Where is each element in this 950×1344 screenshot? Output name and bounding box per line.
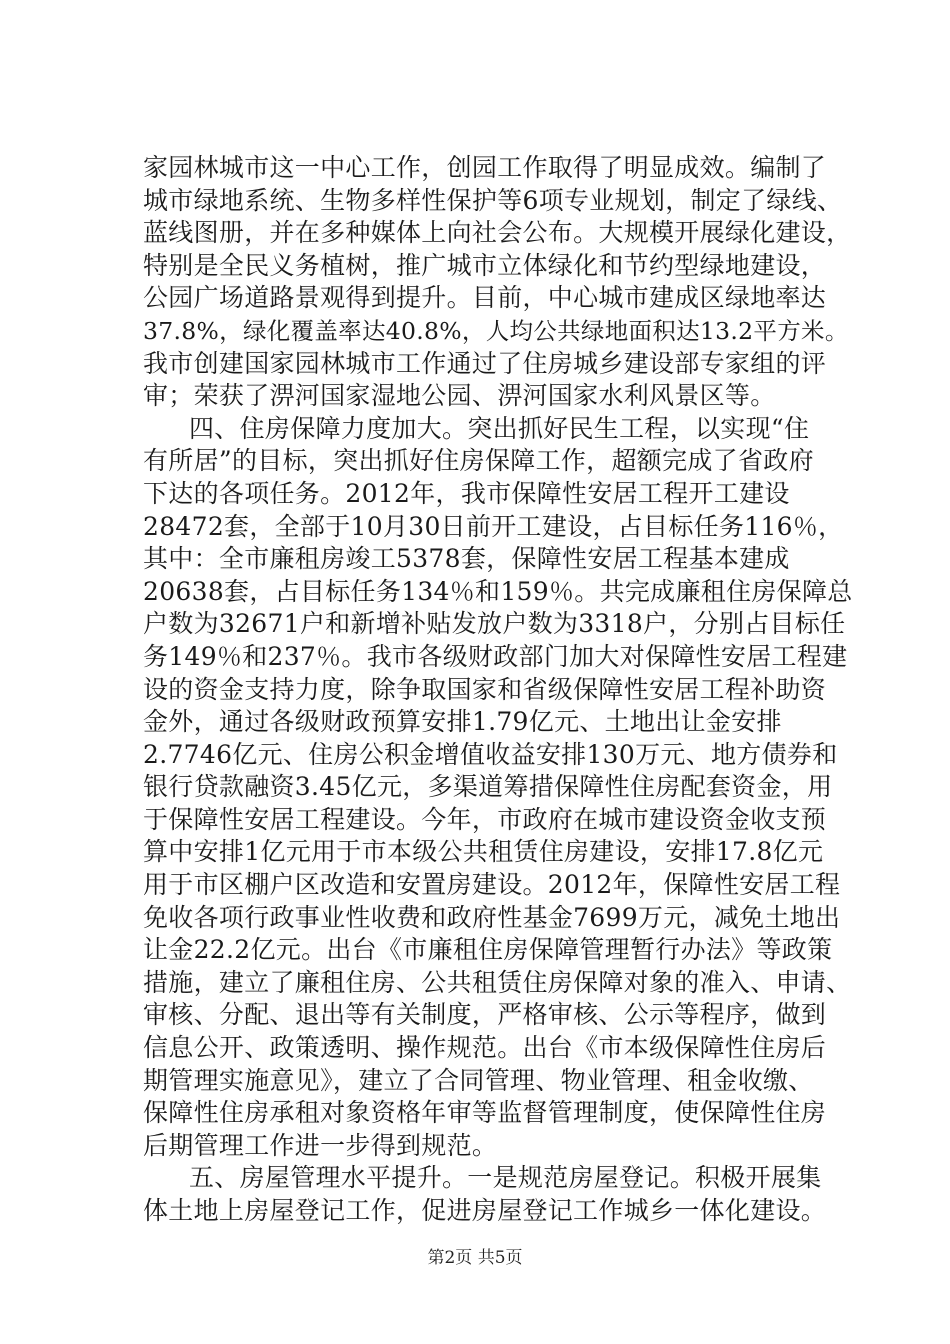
text-line: 措施，建立了廉租住房、公共租赁住房保障对象的准入、申请、	[143, 967, 852, 997]
text-line: 让金22.2亿元。出台《市廉租住房保障管理暂行办法》等政策	[143, 935, 833, 965]
text-line: 信息公开、政策透明、操作规范。出台《市本级保障性住房后	[143, 1033, 827, 1063]
text-line: 37.8%，绿化覆盖率达40.8%，人均公共绿地面积达13.2平方米。	[143, 316, 849, 345]
text-line: 审；荣获了淠河国家湿地公园、淠河国家水利风景区等。	[143, 381, 776, 411]
text-line: 四、住房保障力度加大。突出抓好民生工程，以实现“住	[189, 413, 810, 443]
text-line: 家园林城市这一中心工作，创园工作取得了明显成效。编制了	[143, 153, 827, 182]
text-line: 28472套，全部于10月30日前开工建设，占目标任务116％，	[143, 511, 844, 541]
text-line: 保障性住房承租对象资格年审等监督管理制度，使保障性住房	[143, 1098, 827, 1128]
text-line: 务149％和237％。我市各级财政部门加大对保障性安居工程建	[143, 641, 848, 671]
text-line: 审核、分配、退出等有关制度，严格审核、公示等程序，做到	[143, 1000, 827, 1030]
text-line: 算中安排1亿元用于市本级公共租赁住房建设，安排17.8亿元	[143, 837, 824, 867]
text-line: 体土地上房屋登记工作，促进房屋登记工作城乡一体化建设。	[143, 1196, 827, 1225]
text-line: 后期管理工作进一步得到规范。	[143, 1130, 498, 1160]
text-line: 蓝线图册，并在多种媒体上向社会公布。大规模开展绿化建设，	[143, 218, 852, 248]
text-line: 有所居”的目标，突出抓好住房保障工作，超额完成了省政府	[143, 446, 814, 476]
text-line: 我市创建国家园林城市工作通过了住房城乡建设部专家组的评	[143, 348, 827, 378]
text-line: 2.7746亿元、住房公积金增值收益安排130万元、地方债券和	[143, 739, 838, 769]
text-line: 20638套，占目标任务134％和159％。共完成廉租住房保障总	[143, 576, 853, 606]
text-line: 城市绿地系统、生物多样性保护等6项专业规划，制定了绿线、	[143, 185, 843, 215]
text-line: 五、房屋管理水平提升。一是规范房屋登记。积极开展集	[189, 1163, 822, 1193]
text-line: 特别是全民义务植树，推广城市立体绿化和节约型绿地建设，	[143, 250, 827, 280]
text-line: 于保障性安居工程建设。今年，市政府在城市建设资金收支预	[143, 804, 827, 834]
body-text	[143, 152, 855, 1228]
text-line: 下达的各项任务。2012年，我市保障性安居工程开工建设	[143, 478, 790, 508]
text-line: 用于市区棚户区改造和安置房建设。2012年，保障性安居工程	[143, 870, 841, 900]
text-line: 设的资金支持力度，除争取国家和省级保障性安居工程补助资	[143, 674, 827, 704]
text-line: 期管理实施意见》，建立了合同管理、物业管理、租金收缴、	[143, 1065, 814, 1095]
text-line: 免收各项行政事业性收费和政府性基金7699万元，减免土地出	[143, 902, 841, 932]
text-line: 银行贷款融资3.45亿元，多渠道筹措保障性住房配套资金，用	[143, 772, 833, 802]
text-line: 公园广场道路景观得到提升。目前，中心城市建成区绿地率达	[143, 283, 827, 313]
text-line: 其中：全市廉租房竣工5378套，保障性安居工程基本建成	[143, 544, 790, 574]
page-footer: 第2页 共5页	[427, 1248, 523, 1268]
text-line: 金外，通过各级财政预算安排1.79亿元、土地出让金安排	[143, 707, 782, 737]
text-line: 户数为32671户和新增补贴发放户数为3318户，分别占目标任	[143, 609, 846, 639]
